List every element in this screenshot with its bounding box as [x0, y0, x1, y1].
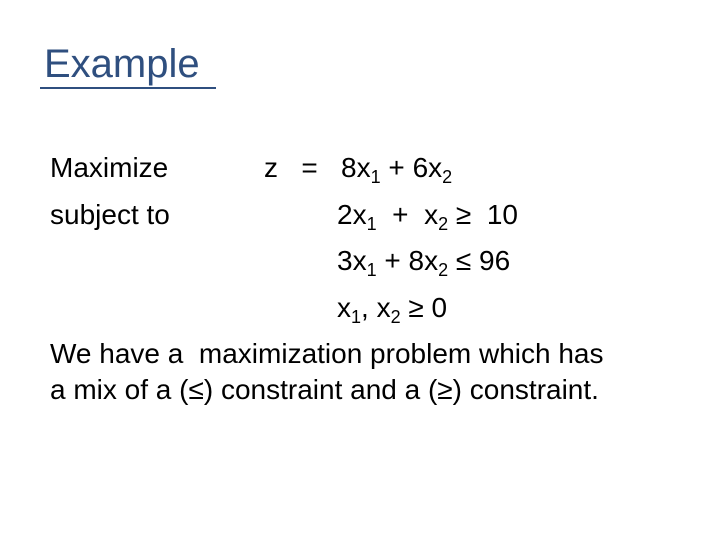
- nonneg-var1-sub: 1: [351, 307, 362, 327]
- constraint-1-relation: ≥: [455, 199, 472, 230]
- nonneg-var2: x: [376, 292, 391, 323]
- nonnegativity-constraint: [337, 290, 447, 326]
- objective-plus: +: [388, 152, 405, 183]
- objective-function: [264, 150, 452, 186]
- constraint-1-term1-coef: 2x: [337, 199, 367, 230]
- constraint-2: [337, 243, 510, 279]
- constraint-1-term2-coef: x: [424, 199, 439, 230]
- nonneg-rhs: 0: [431, 292, 448, 323]
- explanation-line-1: We have a maximization problem which has: [50, 338, 604, 369]
- objective-term2-sub: 2: [442, 167, 453, 187]
- nonneg-relation: ≥: [408, 292, 424, 323]
- nonneg-comma: ,: [361, 292, 369, 323]
- constraint-1-term2-sub: 2: [438, 214, 449, 234]
- objective-term2-coef: 6x: [412, 152, 443, 183]
- objective-term1-sub: 1: [370, 167, 381, 187]
- explanation-line-2: a mix of a (≤) constraint and a (≥) constraint.: [50, 374, 599, 405]
- constraint-2-plus: +: [384, 245, 401, 276]
- objective-equals: =: [301, 152, 318, 183]
- page-title: Example: [44, 42, 200, 86]
- label-maximize: Maximize: [50, 152, 169, 183]
- constraint-2-term2-sub: 2: [438, 260, 449, 280]
- title-underline: [40, 87, 216, 89]
- constraint-2-term1-sub: 1: [366, 260, 377, 280]
- constraint-1-rhs: 10: [486, 199, 518, 230]
- constraint-2-term2-coef: 8x: [408, 245, 439, 276]
- objective-term1-coef: 8x: [341, 152, 371, 183]
- constraint-1-term1-sub: 1: [366, 214, 377, 234]
- objective-z: z: [264, 152, 278, 183]
- nonneg-var2-sub: 2: [390, 307, 401, 327]
- constraint-1-plus: +: [392, 199, 409, 230]
- constraint-2-relation: ≤: [455, 245, 472, 276]
- constraint-2-rhs: 96: [479, 245, 511, 276]
- constraint-1: [337, 197, 518, 233]
- label-subject-to: subject to: [50, 199, 170, 230]
- nonneg-var1: x: [337, 292, 351, 323]
- constraint-2-term1-coef: 3x: [337, 245, 367, 276]
